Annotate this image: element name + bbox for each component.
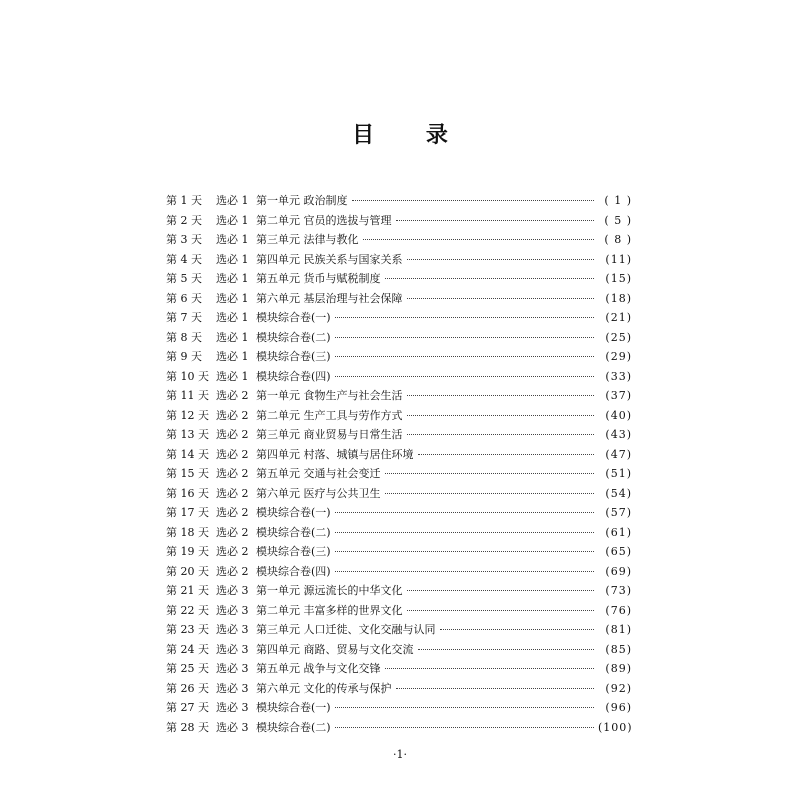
dot-leader	[335, 571, 594, 572]
toc-book-label: 选必 2	[216, 408, 249, 422]
toc-book-label: 选必 2	[216, 506, 249, 519]
toc-entry-title: 模块综合卷(二)	[256, 525, 331, 539]
toc-entry-title: 模块综合卷(四)	[256, 564, 331, 578]
toc-entry[interactable]	[166, 192, 632, 212]
toc-entry[interactable]	[166, 602, 632, 622]
toc-book-label: 选必 1	[216, 369, 249, 383]
toc-book-label: 选必 1	[216, 233, 249, 246]
toc-day-label: 第 15 天	[166, 467, 209, 480]
toc-day-label: 第 5 天	[166, 272, 202, 285]
dot-leader	[407, 590, 595, 591]
toc-page-number: (100)	[598, 720, 633, 734]
toc-entry[interactable]	[166, 563, 632, 583]
toc-book-label: 选必 2	[216, 486, 249, 500]
toc-book-label: 选必 2	[216, 525, 249, 539]
toc-entry-title: 第二单元 官员的选拔与管理	[256, 213, 392, 227]
toc-entry-title: 模块综合卷(三)	[256, 545, 331, 558]
toc-entry-title: 第四单元 民族关系与国家关系	[256, 252, 403, 266]
toc-book-label: 选必 1	[216, 291, 249, 305]
dot-leader	[363, 239, 595, 240]
toc-book-label: 选必 2	[216, 389, 249, 402]
toc-book-label: 选必 3	[216, 603, 249, 617]
toc-entry[interactable]	[166, 270, 632, 290]
toc-entry[interactable]	[166, 699, 632, 719]
toc-day-label: 第 21 天	[166, 584, 209, 597]
toc-day-label: 第 2 天	[166, 213, 202, 227]
toc-entry-title: 第四单元 村落、城镇与居住环境	[256, 447, 414, 461]
toc-book-label: 选必 1	[216, 213, 249, 227]
toc-book-label: 选必 3	[216, 662, 249, 675]
toc-day-label: 第 28 天	[166, 720, 209, 734]
toc-day-label: 第 18 天	[166, 525, 209, 539]
toc-entry-title: 模块综合卷(一)	[256, 701, 331, 714]
toc-page-number: (69)	[605, 564, 632, 578]
toc-page-number: (54)	[605, 486, 632, 500]
toc-entry[interactable]	[166, 719, 632, 739]
toc-page-number: (81)	[605, 623, 632, 636]
toc-day-label: 第 10 天	[166, 369, 209, 383]
toc-page-number: (65)	[605, 545, 632, 558]
toc-day-label: 第 6 天	[166, 291, 202, 305]
dot-leader	[335, 707, 594, 708]
toc-page-number: (43)	[605, 428, 632, 441]
toc-page-number: (96)	[605, 701, 632, 714]
toc-entry[interactable]	[166, 212, 632, 232]
toc-book-label: 选必 2	[216, 564, 249, 578]
toc-entry-title: 第四单元 商路、贸易与文化交流	[256, 642, 414, 656]
dot-leader	[396, 688, 595, 689]
toc-book-label: 选必 2	[216, 447, 249, 461]
toc-entry[interactable]	[166, 485, 632, 505]
dot-leader	[418, 454, 595, 455]
toc-entry-title: 模块综合卷(一)	[256, 311, 331, 324]
toc-page-number: (89)	[605, 662, 632, 675]
toc-entry-title: 模块综合卷(四)	[256, 369, 331, 383]
dot-leader	[385, 668, 595, 669]
dot-leader	[335, 727, 594, 728]
toc-entry-title: 模块综合卷(一)	[256, 506, 331, 519]
toc-book-label: 选必 3	[216, 720, 249, 734]
toc-day-label: 第 3 天	[166, 233, 202, 246]
dot-leader	[407, 610, 595, 611]
toc-page-number: (61)	[605, 525, 632, 539]
toc-page-number: (47)	[605, 447, 632, 461]
dot-leader	[335, 551, 594, 552]
page-title: 目 录	[352, 122, 470, 148]
toc-entry-title: 第六单元 基层治理与社会保障	[256, 291, 403, 305]
toc-day-label: 第 8 天	[166, 330, 202, 344]
toc-book-label: 选必 2	[216, 545, 249, 558]
toc-entry-title: 模块综合卷(三)	[256, 350, 331, 363]
dot-leader	[385, 473, 595, 474]
toc-book-label: 选必 1	[216, 330, 249, 344]
toc-book-label: 选必 1	[216, 311, 249, 324]
toc-book-label: 选必 1	[216, 194, 249, 207]
toc-book-label: 选必 1	[216, 350, 249, 363]
toc-page-number: (92)	[605, 681, 632, 695]
toc-day-label: 第 25 天	[166, 662, 209, 675]
dot-leader	[440, 629, 595, 630]
toc-book-label: 选必 3	[216, 681, 249, 695]
toc-day-label: 第 20 天	[166, 564, 209, 578]
toc-day-label: 第 22 天	[166, 603, 209, 617]
dot-leader	[407, 298, 595, 299]
toc-entry[interactable]	[166, 524, 632, 544]
toc-page-number: (85)	[605, 642, 632, 656]
toc-entry-title: 第六单元 文化的传承与保护	[256, 681, 392, 695]
toc-day-label: 第 11 天	[166, 389, 209, 402]
toc-entry-title: 第五单元 货币与赋税制度	[256, 272, 381, 285]
toc-entry[interactable]	[166, 621, 632, 641]
toc-page-number: (25)	[605, 330, 632, 344]
toc-page-number: ( 1 )	[604, 194, 632, 207]
toc-entry-title: 第一单元 政治制度	[256, 194, 348, 207]
toc-entry-title: 第一单元 食物生产与社会生活	[256, 389, 403, 402]
toc-day-label: 第 12 天	[166, 408, 209, 422]
toc-day-label: 第 14 天	[166, 447, 209, 461]
toc-entry[interactable]	[166, 504, 632, 524]
toc-entry[interactable]	[166, 309, 632, 329]
toc-entry[interactable]	[166, 446, 632, 466]
toc-book-label: 选必 3	[216, 642, 249, 656]
toc-entry-title: 模块综合卷(二)	[256, 330, 331, 344]
dot-leader	[352, 200, 595, 201]
toc-day-label: 第 19 天	[166, 545, 209, 558]
dot-leader	[418, 649, 595, 650]
toc-page-number: ( 8 )	[604, 233, 632, 246]
toc-book-label: 选必 1	[216, 252, 249, 266]
dot-leader	[385, 278, 595, 279]
toc-page-number: (33)	[605, 369, 632, 383]
toc-book-label: 选必 1	[216, 272, 249, 285]
dot-leader	[407, 259, 595, 260]
dot-leader	[407, 395, 595, 396]
dot-leader	[335, 512, 594, 513]
toc-page-number: (76)	[605, 603, 632, 617]
dot-leader	[407, 434, 595, 435]
toc-page-number: (37)	[605, 389, 632, 402]
toc-page-number: (57)	[605, 506, 632, 519]
toc-day-label: 第 1 天	[166, 194, 202, 207]
dot-leader	[407, 415, 595, 416]
toc-entry[interactable]	[166, 231, 632, 251]
toc-entry-title: 第二单元 生产工具与劳作方式	[256, 408, 403, 422]
page-number-footer: ·1·	[393, 748, 407, 761]
toc-entry[interactable]	[166, 582, 632, 602]
toc-page-number: (15)	[605, 272, 632, 285]
toc-entry-title: 第六单元 医疗与公共卫生	[256, 486, 381, 500]
dot-leader	[335, 356, 594, 357]
toc-entry-title: 第三单元 商业贸易与日常生活	[256, 428, 403, 441]
dot-leader	[335, 317, 594, 318]
toc-book-label: 选必 3	[216, 584, 249, 597]
toc-entry[interactable]	[166, 329, 632, 349]
toc-day-label: 第 26 天	[166, 681, 209, 695]
toc-book-label: 选必 3	[216, 701, 249, 714]
toc-day-label: 第 13 天	[166, 428, 209, 441]
toc-entry-title: 第二单元 丰富多样的世界文化	[256, 603, 403, 617]
dot-leader	[335, 532, 594, 533]
toc-day-label: 第 27 天	[166, 701, 209, 714]
toc-entry[interactable]	[166, 348, 632, 368]
toc-entry[interactable]	[166, 387, 632, 407]
dot-leader	[335, 376, 594, 377]
toc-book-label: 选必 3	[216, 623, 249, 636]
toc-entry[interactable]	[166, 660, 632, 680]
toc-page-number: ( 5 )	[604, 213, 632, 227]
toc-page-number: (29)	[605, 350, 632, 363]
toc-entry[interactable]	[166, 680, 632, 700]
toc-entry[interactable]	[166, 290, 632, 310]
dot-leader	[385, 493, 595, 494]
toc-page-number: (73)	[605, 584, 632, 597]
toc-day-label: 第 9 天	[166, 350, 202, 363]
toc-entry-title: 模块综合卷(二)	[256, 720, 331, 734]
toc-entry[interactable]	[166, 465, 632, 485]
toc-day-label: 第 24 天	[166, 642, 209, 656]
toc-entry[interactable]	[166, 543, 632, 563]
toc-page-number: (40)	[605, 408, 632, 422]
toc-page-number: (18)	[605, 291, 632, 305]
table-of-contents	[166, 192, 632, 738]
toc-day-label: 第 4 天	[166, 252, 202, 266]
toc-entry-title: 第一单元 源远流长的中华文化	[256, 584, 403, 597]
dot-leader	[396, 220, 595, 221]
toc-entry[interactable]	[166, 251, 632, 271]
toc-page-number: (51)	[605, 467, 632, 480]
toc-entry-title: 第五单元 交通与社会变迁	[256, 467, 381, 480]
toc-page-number: (11)	[605, 252, 632, 266]
toc-entry-title: 第三单元 法律与教化	[256, 233, 359, 246]
toc-day-label: 第 7 天	[166, 311, 202, 324]
toc-entry-title: 第三单元 人口迁徙、文化交融与认同	[256, 623, 436, 636]
dot-leader	[335, 337, 594, 338]
toc-entry-title: 第五单元 战争与文化交锋	[256, 662, 381, 675]
toc-entry[interactable]	[166, 641, 632, 661]
toc-entry[interactable]	[166, 368, 632, 388]
toc-day-label: 第 23 天	[166, 623, 209, 636]
toc-book-label: 选必 2	[216, 428, 249, 441]
toc-entry[interactable]	[166, 426, 632, 446]
toc-book-label: 选必 2	[216, 467, 249, 480]
toc-page-number: (21)	[605, 311, 632, 324]
toc-day-label: 第 16 天	[166, 486, 209, 500]
toc-entry[interactable]	[166, 407, 632, 427]
toc-day-label: 第 17 天	[166, 506, 209, 519]
